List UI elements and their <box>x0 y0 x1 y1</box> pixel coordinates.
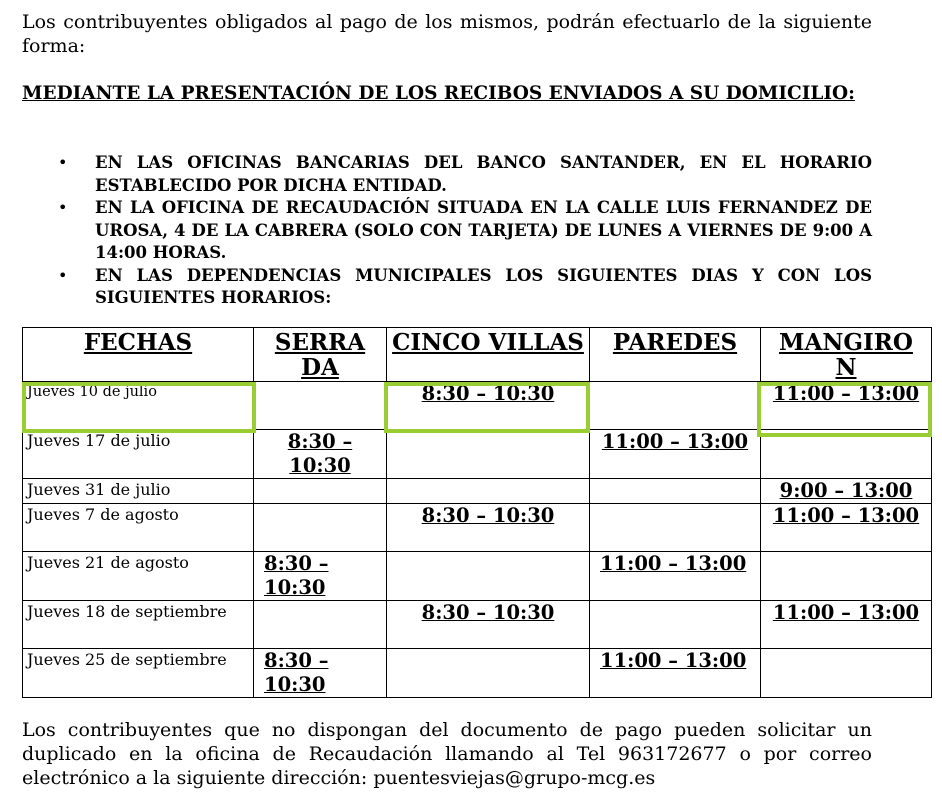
time-cell: 8:30 – 10:30 <box>387 601 590 649</box>
time-cell <box>387 649 590 698</box>
time-cell <box>254 382 387 430</box>
date-cell: Jueves 10 de julio <box>23 382 254 430</box>
date-cell: Jueves 17 de julio <box>23 430 254 479</box>
time-cell: 11:00 – 13:00 <box>761 382 932 430</box>
list-item <box>22 152 872 197</box>
column-header-cinco-villas: CINCO VILLAS <box>387 328 590 382</box>
time-cell <box>387 430 590 479</box>
payment-locations-list <box>22 152 872 310</box>
list-item <box>22 265 872 310</box>
table-row <box>23 601 932 649</box>
footer-paragraph: Los contribuyentes que no dispongan del documento de pago pueden solicitar un duplicado en la oficina de Recaudación llamando al Tel 963172677 o por correo electrónico a la siguiente dirección: puentesviejas@grupo-mcg.es <box>22 719 872 789</box>
time-cell: 11:00 – 13:00 <box>761 504 932 552</box>
time-cell <box>387 479 590 504</box>
date-cell: Jueves 7 de agosto <box>23 504 254 552</box>
table-row <box>23 430 932 479</box>
time-cell: 8:30 – 10:30 <box>387 382 590 430</box>
date-cell: Jueves 31 de julio <box>23 479 254 504</box>
table-row <box>23 479 932 504</box>
time-cell <box>254 504 387 552</box>
time-cell <box>761 552 932 601</box>
schedule-table <box>22 327 932 698</box>
table-row <box>23 552 932 601</box>
time-cell: 11:00 – 13:00 <box>761 601 932 649</box>
column-header-serrada: SERRA DA <box>254 328 387 382</box>
list-item <box>22 197 872 265</box>
time-cell <box>590 601 761 649</box>
list-item-text: EN LAS DEPENDENCIAS MUNICIPALES LOS SIGUIENTES DIAS Y CON LOS SIGUIENTES HORARIOS: <box>95 265 872 307</box>
table-row <box>23 649 932 698</box>
column-header-fechas: FECHAS <box>23 328 254 382</box>
column-header-paredes: PAREDES <box>590 328 761 382</box>
table-row <box>23 504 932 552</box>
time-cell: 11:00 – 13:00 <box>590 649 761 698</box>
time-cell: 8:30 – 10:30 <box>254 552 387 601</box>
time-cell: 8:30 – 10:30 <box>254 649 387 698</box>
date-cell: Jueves 25 de septiembre <box>23 649 254 698</box>
time-cell: 8:30 – 10:30 <box>254 430 387 479</box>
time-cell <box>387 552 590 601</box>
time-cell: 8:30 – 10:30 <box>387 504 590 552</box>
time-cell <box>254 601 387 649</box>
bullet-icon: • <box>58 198 68 217</box>
time-cell <box>590 382 761 430</box>
time-cell: 11:00 – 13:00 <box>590 430 761 479</box>
date-cell: Jueves 21 de agosto <box>23 552 254 601</box>
time-cell <box>254 479 387 504</box>
bullet-icon: • <box>58 265 68 285</box>
payment-method-heading: MEDIANTE LA PRESENTACIÓN DE LOS RECIBOS ENVIADOS A SU DOMICILIO: <box>22 83 855 104</box>
time-cell: 11:00 – 13:00 <box>590 552 761 601</box>
bullet-icon: • <box>58 153 68 172</box>
table-header-row <box>23 328 932 382</box>
time-cell <box>590 504 761 552</box>
time-cell <box>590 479 761 504</box>
date-cell: Jueves 18 de septiembre <box>23 601 254 649</box>
column-header-mangiron: MANGIRO N <box>761 328 932 382</box>
intro-paragraph: Los contribuyentes obligados al pago de los mismos, podrán efectuarlo de la siguiente forma: <box>22 11 872 57</box>
list-item-text: EN LA OFICINA DE RECAUDACIÓN SITUADA EN LA CALLE LUIS FERNANDEZ DE UROSA, 4 DE LA CABRERA (SOLO CON TARJETA) DE LUNES A VIERNES DE 9:00 A 14:00 HORAS. <box>95 198 872 262</box>
time-cell <box>761 649 932 698</box>
time-cell: 9:00 – 13:00 <box>761 479 932 504</box>
time-cell <box>761 430 932 479</box>
list-item-text: EN LAS OFICINAS BANCARIAS DEL BANCO SANTANDER, EN EL HORARIO ESTABLECIDO POR DICHA ENTIDAD. <box>95 153 872 195</box>
table-row <box>23 382 932 430</box>
